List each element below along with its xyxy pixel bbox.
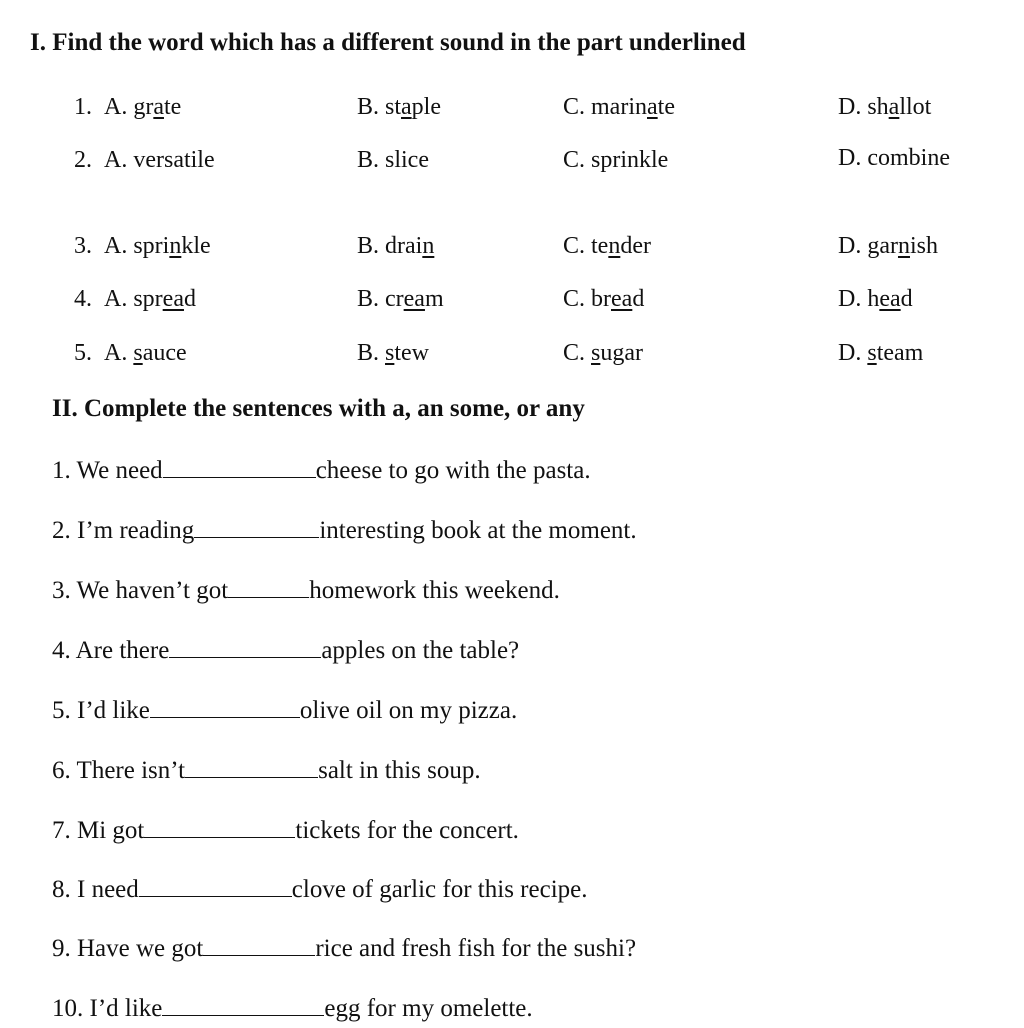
answer-blank (169, 635, 321, 658)
answer-blank (194, 515, 319, 538)
sentence-start: 9. Have we got (52, 935, 204, 962)
sentence-10 (52, 993, 533, 1021)
answer-blank (139, 874, 292, 897)
sentence-end: interesting book at the moment. (319, 517, 637, 544)
option-c: C. sprinkle (563, 147, 669, 173)
sentence-end: egg for my omelette. (324, 995, 533, 1022)
option-a: A. sauce (104, 340, 187, 366)
sentence-start: 1. We need (52, 457, 163, 484)
option-d: D. steam (838, 340, 924, 366)
sentence-1 (52, 455, 591, 483)
question-number: 3. (74, 233, 92, 259)
question-number: 5. (74, 340, 92, 366)
sentence-9 (52, 933, 636, 961)
sentence-2 (52, 515, 637, 543)
sentence-7 (52, 815, 519, 843)
sentence-start: 6. There isn’t (52, 757, 186, 784)
sentence-start: 2. I’m reading (52, 517, 195, 544)
section-1-title: I. Find the word which has a different sound in the part underlined (30, 29, 746, 56)
question-row-4 (0, 287, 1024, 321)
sentence-start: 5. I’d like (52, 697, 150, 724)
sentence-end: rice and fresh fish for the sushi? (315, 935, 637, 962)
option-a: A. sprinkle (104, 233, 211, 259)
answer-blank (203, 933, 315, 956)
question-number: 4. (74, 286, 92, 312)
sentence-start: 10. I’d like (52, 995, 163, 1022)
option-a: A. spread (104, 286, 196, 312)
sentence-5 (52, 695, 517, 723)
sentence-start: 3. We haven’t got (52, 577, 229, 604)
option-c: C. marinate (563, 94, 675, 120)
sentence-end: cheese to go with the pasta. (315, 457, 591, 484)
option-c: C. sugar (563, 340, 644, 366)
option-b: B. staple (357, 94, 441, 120)
sentence-start: 8. I need (52, 876, 139, 903)
sentence-end: tickets for the concert. (295, 817, 519, 844)
option-b: B. slice (357, 147, 429, 173)
option-d: D. combine (838, 145, 950, 171)
section-2-title: II. Complete the sentences with a, an some, or any (52, 395, 585, 422)
answer-blank (163, 455, 316, 478)
question-row-1 (0, 95, 1024, 129)
question-row-5 (0, 341, 1024, 375)
question-row-2 (0, 145, 1024, 182)
option-b: B. stew (357, 340, 430, 366)
sentence-8 (52, 874, 587, 902)
option-a: A. versatile (104, 147, 215, 173)
question-number: 2. (74, 147, 92, 173)
answer-blank (228, 575, 309, 598)
answer-blank (144, 815, 295, 838)
sentence-start: 4. Are there (52, 637, 170, 664)
option-b: B. cream (357, 286, 444, 312)
sentence-end: salt in this soup. (318, 757, 481, 784)
question-row-3 (0, 234, 1024, 268)
sentence-4 (52, 635, 519, 663)
option-c: C. tender (563, 233, 651, 259)
answer-blank (185, 755, 318, 778)
option-a: A. grate (104, 94, 182, 120)
answer-blank (150, 695, 300, 718)
option-d: D. shallot (838, 94, 932, 120)
question-number: 1. (74, 94, 92, 120)
option-c: C. bread (563, 286, 645, 312)
sentence-end: clove of garlic for this recipe. (291, 876, 588, 903)
option-d: D. garnish (838, 233, 938, 259)
sentence-6 (52, 755, 481, 783)
option-b: B. drain (357, 233, 435, 259)
answer-blank (162, 993, 324, 1016)
sentence-end: olive oil on my pizza. (299, 697, 518, 724)
option-d: D. head (838, 286, 913, 312)
sentence-end: apples on the table? (321, 637, 520, 664)
sentence-start: 7. Mi got (52, 817, 145, 844)
sentence-3 (52, 575, 560, 603)
sentence-end: homework this weekend. (309, 577, 560, 604)
